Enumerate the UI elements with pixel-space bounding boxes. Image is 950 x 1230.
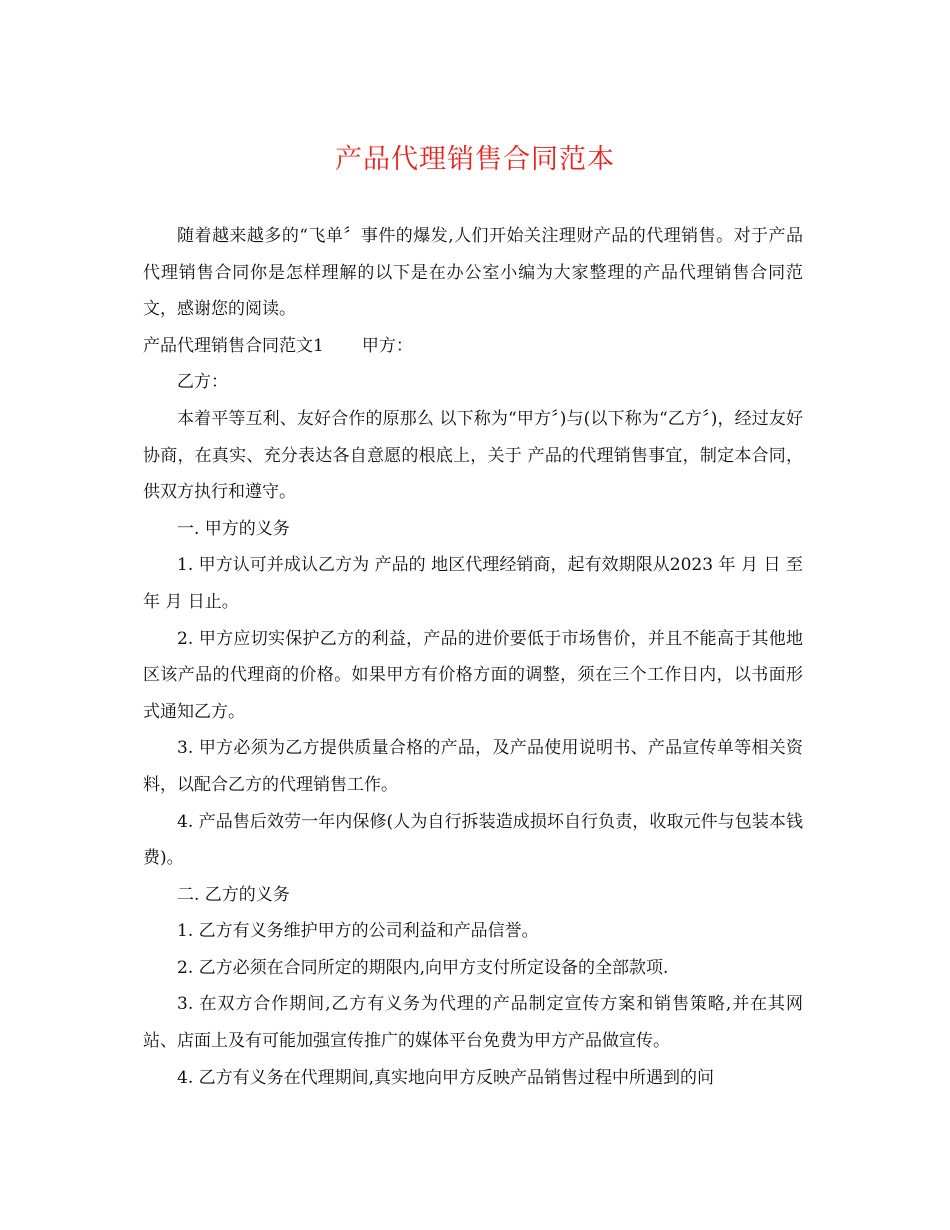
section-heading: 二. 乙方的义务 [177, 884, 290, 905]
clause-item: 2. 乙方必须在合同所定的期限内,向甲方支付所定设备的全部款项. [177, 957, 669, 978]
document-title: 产品代理销售合同范本 [335, 144, 615, 175]
clause-item: 1. 甲方认可并成认乙方为 产品的 地区代理经销商，起有效期限从2023 年 月 日 至 年 月 日止。 [143, 555, 803, 612]
intro-paragraph: 随着越来越多的“飞单〞事件的爆发,人们开始关注理财产品的代理销售。对于产品代理销售合同你是怎样理解的以下是在办公室小编为大家整理的产品代理销售合同范文，感谢您的阅读。 [143, 226, 803, 320]
party-b-label: 乙方： [177, 372, 228, 393]
clause-item: 3. 在双方合作期间,乙方有义务为代理的产品制定宣传方案和销售策略,并在其网站、店面上及有可能加强宣传推广的媒体平台免费为甲方产品做宣传。 [143, 994, 803, 1052]
preamble-paragraph: 本着平等互利、友好合作的原那么 以下称为“甲方〞)与(以下称为“乙方〞)，经过友好协商，在真实、充分表达各自意愿的根底上，关于 产品的代理销售事宜，制定本合同，供双方执行和遵守。 [143, 408, 803, 503]
clause-item: 4. 乙方有义务在代理期间,真实地向甲方反映产品销售过程中所遇到的问 [177, 1067, 715, 1088]
clause-item: 4. 产品售后效劳一年内保修(人为自行拆装造成损坏自行负责，收取元件与包装本钱费)。 [143, 811, 803, 869]
sample-label: 产品代理销售合同范文1 [143, 335, 324, 356]
clause-item: 1. 乙方有义务维护甲方的公司利益和产品信誉。 [177, 921, 539, 942]
sample-heading-line [143, 328, 803, 365]
party-a-label: 甲方： [361, 335, 413, 356]
section-heading: 一. 甲方的义务 [177, 518, 290, 539]
clause-item: 2. 甲方应切实保护乙方的利益，产品的进价要低于市场售价，并且不能高于其他地区该产品的代理商的价格。如果甲方有价格方面的调整，须在三个工作日内，以书面形式通知乙方。 [143, 628, 803, 722]
document-body [143, 218, 803, 1096]
clause-item: 3. 甲方必须为乙方提供质量合格的产品，及产品使用说明书、产品宣传单等相关资料，以配合乙方的代理销售工作。 [143, 738, 803, 795]
